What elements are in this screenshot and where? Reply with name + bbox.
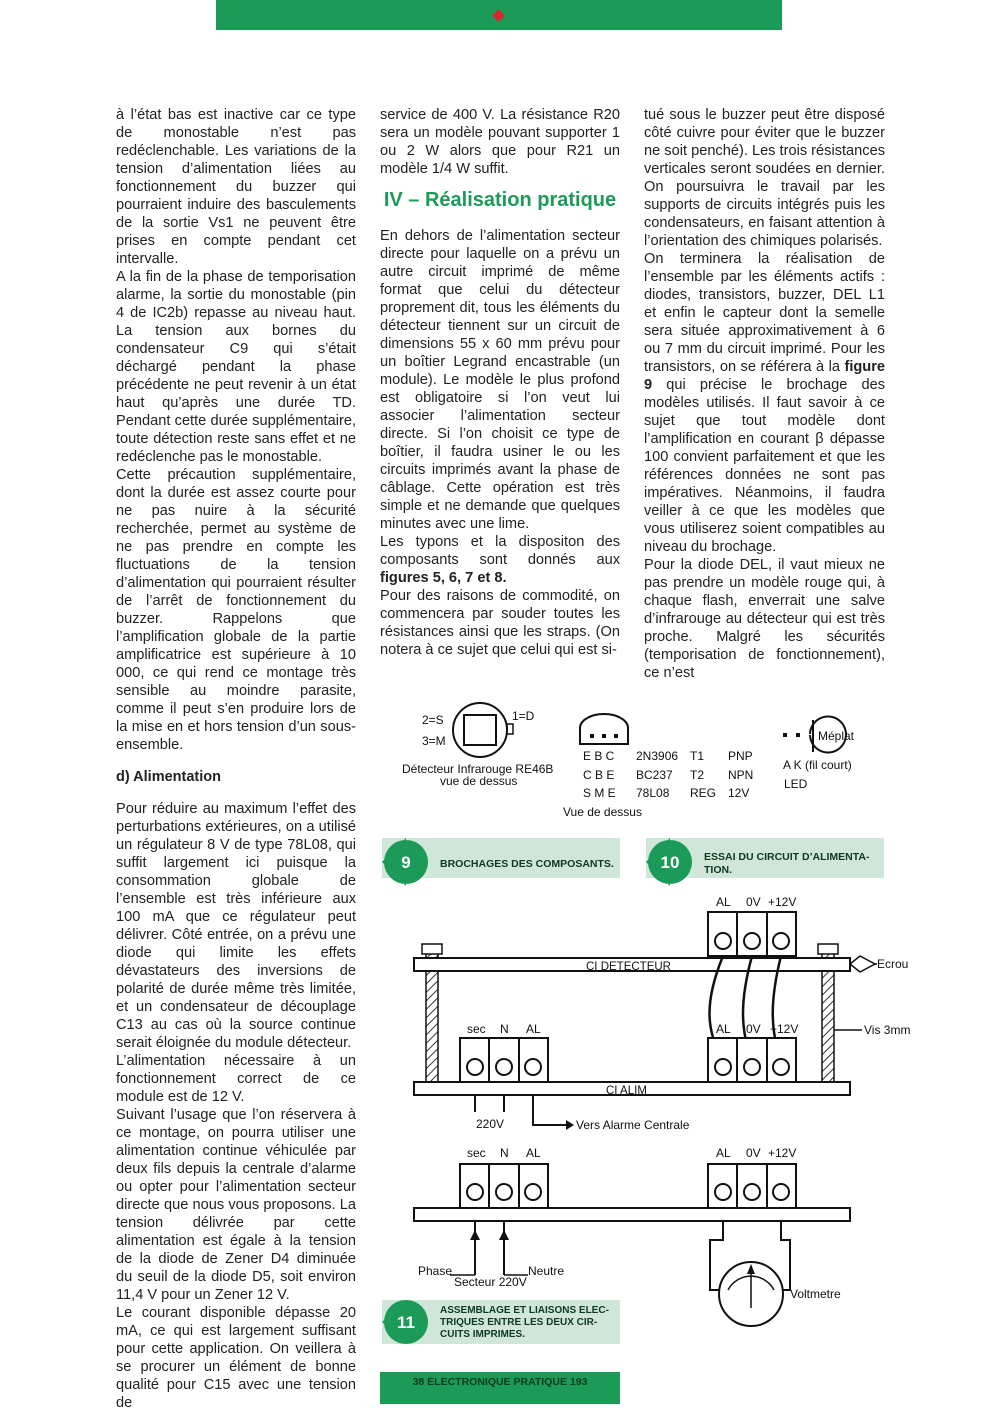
label-12v: +12V bbox=[768, 895, 797, 909]
text-run: On terminera la réalisation de l’ensemble par les éléments actifs : diodes, transistors, buzzer, DEL L1 et enfin le capteur dont la semelle sera située approximativement à 6 ou 7 mm du circuit imprimé. Pour les transistors, on se référera à la bbox=[644, 251, 885, 375]
paragraph: Cette précaution supplémentaire, dont la durée est assez courte pour ne pas nuire à la sécurité recherchée, permet au système de ne pas prendre en compte les fluctuations de la tension d’alimentation qui pourraient résulter de l’arrêt de fonctionnement du buzzer. Rappelons que l’amplification globale de la partie amplificatrice est supérieure à 10 000, ce qui rend ce montage très sensible au moindre parasite, comme il peut s’en produire lors de la mise en et hors tension d’un sous-ensemble. bbox=[116, 467, 356, 753]
label-vis: Vis 3mm bbox=[864, 1023, 911, 1037]
subheading-alimentation: d) Alimentation bbox=[116, 769, 221, 785]
view-caption: Vue de dessus bbox=[563, 805, 642, 819]
ref-t1: T1 bbox=[690, 749, 705, 763]
label-vers-alarme: Vers Alarme Centrale bbox=[576, 1118, 690, 1132]
label-al-lower: AL bbox=[716, 1022, 731, 1036]
label-0v: 0V bbox=[746, 895, 761, 909]
fig10-number: 10 bbox=[660, 853, 680, 872]
paragraph: Pour des raisons de commodité, on commencera par souder toutes les résistances ainsi que les straps. (On notera à ce sujet que celui qui est si- bbox=[380, 588, 620, 658]
fig11-title-end: CUITS IMPRIMES. bbox=[440, 1329, 526, 1340]
type-12v: 12V bbox=[728, 786, 750, 800]
type-pnp: PNP bbox=[728, 749, 753, 763]
ref-reg: REG bbox=[690, 786, 717, 800]
footer-text: 38 ELECTRONIQUE PRATIQUE 193 bbox=[412, 1376, 588, 1388]
label-al-2: AL bbox=[526, 1146, 541, 1160]
part-2n3906: 2N3906 bbox=[636, 749, 679, 763]
fig11-number: 11 bbox=[397, 1313, 415, 1332]
ir-sensor-icon bbox=[453, 703, 513, 757]
label-220v: 220V bbox=[476, 1117, 505, 1131]
paragraph bbox=[644, 250, 885, 556]
paragraph bbox=[380, 533, 620, 587]
text-run: Les typons et la dispositon des composants sont donnés aux bbox=[380, 534, 620, 568]
figure-ref: figures 5, 6, 7 et 8. bbox=[380, 570, 507, 586]
fig11-title: ASSEMBLAGE ET LIAISONS ELEC- bbox=[440, 1305, 609, 1316]
label-ci-detecteur: CI DETECTEUR bbox=[586, 961, 671, 973]
paragraph: Pour la diode DEL, il vaut mieux ne pas prendre un modèle rouge qui, à chaque flash, enverrait une salve d’infrarouge au détecteur qui est très proche. Malgré les sécurités (temporisation de fonctionnement), ce n’est bbox=[644, 557, 885, 681]
led-label: LED bbox=[784, 777, 808, 791]
led-flat-label: Méplat bbox=[818, 729, 855, 743]
label-sec-2: sec bbox=[467, 1146, 486, 1160]
figure-ref: figure 9 bbox=[644, 359, 885, 393]
label-secteur: Secteur 220V bbox=[454, 1275, 527, 1289]
label-al-alim: AL bbox=[526, 1022, 541, 1036]
pins-row-2: C B E bbox=[583, 768, 615, 782]
terminal-block-icon bbox=[460, 1038, 548, 1082]
paragraph: Le courant disponible dépasse 20 mA, ce qui est largement suffisant pour cette application. On veillera à se procurer un élément de bonne qualité pour C15 avec une tension de bbox=[116, 1305, 356, 1411]
ref-t2: T2 bbox=[690, 768, 705, 782]
label-sec: sec bbox=[467, 1022, 486, 1036]
terminal-block-icon bbox=[708, 1038, 796, 1082]
sensor-pin-d: 1=D bbox=[512, 709, 535, 723]
transistor-outline-icon bbox=[580, 714, 628, 744]
paragraph: A la fin de la phase de temporisation alarme, la sortie du monostable (pin 4 de IC2b) repasse au niveau haut. La tension aux bornes du condensateur C9 qui s’était déchargé pendant la phase précédente ne peut revenir à un état haut qu’après une durée TD. Pendant cette durée supplémentaire, toute détection reste sans effet et ne redéclenche pas le monostable. bbox=[116, 269, 356, 465]
terminal-block-icon bbox=[708, 912, 796, 956]
paragraph: à l’état bas est inactive car ce type de monostable n’est pas redéclenchable. Les variations de la tension d’alimentation liées au fonctionnement du buzzer qui pourraient induire des basculements de la sortie Vs1 ne peuvent être prises en compte pendant cet intervalle. bbox=[116, 107, 356, 267]
text-run: qui précise le brochage des modèles utilisés. Il faut savoir à ce sujet que tout modèle dont l’amplification en courant β dépasse 100 convient parfaitement et que les références données ne sont pas impératives. Néanmoins, il faudra veiller à ce que les modèles que vous utiliserez soient compatibles au niveau du brochage. bbox=[644, 377, 885, 555]
sensor-caption: Détecteur Infrarouge RE46B bbox=[402, 762, 554, 776]
label-al: AL bbox=[716, 895, 731, 909]
footer-bar bbox=[380, 1372, 620, 1404]
label-voltmetre: Voltmetre bbox=[790, 1287, 841, 1301]
section-title: IV – Réalisation pratique bbox=[383, 189, 617, 211]
fig10-title-cont: TION. bbox=[704, 864, 732, 876]
column-2 bbox=[380, 106, 620, 659]
sensor-caption-view: vue de dessus bbox=[440, 774, 518, 788]
type-npn: NPN bbox=[728, 768, 754, 782]
paragraph: En dehors de l’alimentation secteur directe pour laquelle on a prévu un autre circuit imprimé de même format que celui du détecteur proprement dit, tous les éléments du détecteur tiennent sur un circuit de dimensions 55 x 60 mm prévu pour un boîtier Legrand encastrable (un module). Le modèle le plus profond est obligatoire si l’on veut lui associer l’alimentation secteur directe. Si l’on choisit ce type de boîtier, il faudra usiner le ou les circuits imprimés avant la phase de câblage. Cette opération est très simple et ne demande que quelques minutes avec une lime. bbox=[380, 228, 620, 532]
label-al-3: AL bbox=[716, 1146, 731, 1160]
paragraph: tué sous le buzzer peut être disposé côté cuivre pour éviter que le buzzer ne soit penché). Les trois résistances verticales seront soudées en dernier. On poursuivra le travail par les supports de circuits intégrés puis les condensateurs, en faisant attention à l’orientation des chimiques polarisés. bbox=[644, 107, 885, 249]
paragraph: L’alimentation nécessaire à un fonctionnement correct de ce module est de 12 V. bbox=[116, 1053, 356, 1105]
label-12v-3: +12V bbox=[768, 1146, 797, 1160]
label-n-2: N bbox=[500, 1146, 509, 1160]
label-n: N bbox=[500, 1022, 509, 1036]
part-78l08: 78L08 bbox=[636, 786, 670, 800]
label-neutre: Neutre bbox=[528, 1264, 565, 1278]
led-pin-label: A K (fil court) bbox=[783, 758, 852, 772]
label-12v-lower: +12V bbox=[770, 1022, 799, 1036]
part-bc237: BC237 bbox=[636, 768, 673, 782]
paragraph: service de 400 V. La résistance R20 sera un modèle pouvant supporter 1 ou 2 W alors que pour R21 un modèle 1/4 W suffit. bbox=[380, 107, 620, 177]
terminal-block-icon bbox=[708, 1164, 796, 1208]
fig11-title-cont: TRIQUES ENTRE LES DEUX CIR- bbox=[440, 1317, 598, 1328]
pins-row-1: E B C bbox=[583, 749, 615, 763]
fig9-title: BROCHAGES DES COMPOSANTS. bbox=[440, 858, 614, 870]
board-ci-alim-2 bbox=[414, 1208, 850, 1221]
label-ci-alim: CI ALIM bbox=[606, 1085, 647, 1097]
paragraph: Suivant l’usage que l’on réservera à ce montage, on pourra utiliser une alimentation continue véhiculée par deux fils depuis la centrale d’alarme ou opter pour l’alimentation secteur directe que nous vous proposons. La tension délivrée par cette alimentation est égale à la tension de la diode de Zener D4 diminuée du seuil de la diode D5, soit environ 11,4 V pour un Zener 12 V. bbox=[116, 1107, 356, 1303]
figures-diagram bbox=[370, 700, 930, 1360]
sensor-pin-m: 3=M bbox=[422, 734, 446, 748]
sensor-pin-s: 2=S bbox=[422, 713, 444, 727]
terminal-block-icon bbox=[460, 1164, 548, 1208]
label-ecrou: Ecrou bbox=[877, 957, 909, 971]
voltmeter-icon bbox=[719, 1262, 783, 1326]
column-3 bbox=[644, 106, 885, 682]
paragraph: Pour réduire au maximum l’effet des perturbations extérieures, on a utilisé un régulateur 8 V de type 78L08, qui suffit largement ici puisque la consommation globale de l’ensemble est très inférieure aux 100 mA que ce régulateur peut délivrer. Côté entrée, on a prévu une diode qui limite les effets dévastateurs des inversions de polarité de durée même très limitée, et un condensateur de découplage C13 au cas où la source continue serait éloignée du module détecteur. bbox=[116, 801, 356, 1051]
label-0v-3: 0V bbox=[746, 1146, 761, 1160]
label-0v-lower: 0V bbox=[746, 1022, 761, 1036]
fig10-title: ESSAI DU CIRCUIT D’ALIMENTA- bbox=[704, 851, 870, 863]
fig9-number: 9 bbox=[401, 853, 411, 872]
column-1 bbox=[116, 106, 356, 1412]
label-phase: Phase bbox=[418, 1264, 453, 1278]
pins-row-3: S M E bbox=[583, 786, 616, 800]
